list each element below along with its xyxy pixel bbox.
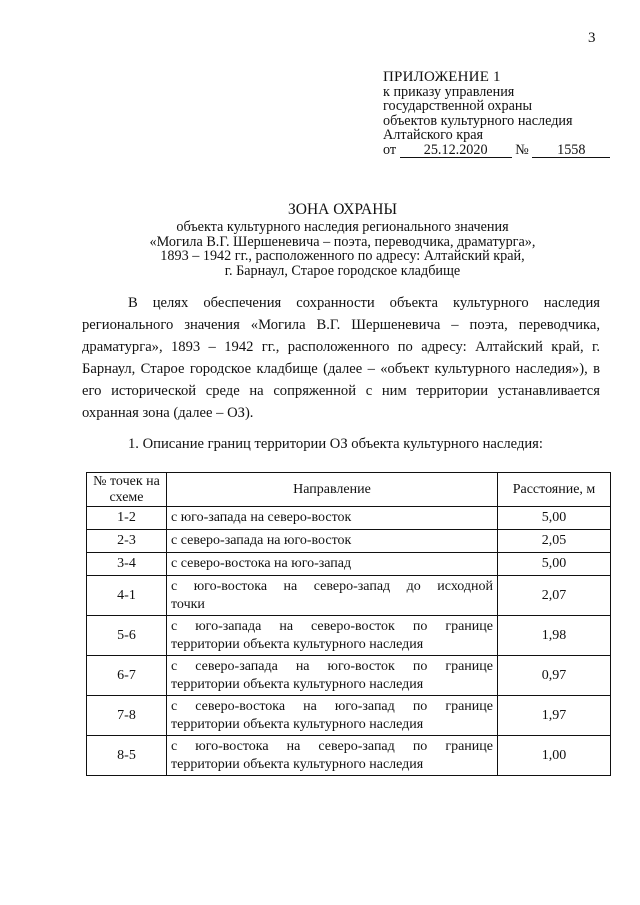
appendix-line: государственной охраны <box>383 98 533 115</box>
row-distance: 5,00 <box>498 553 611 576</box>
header-points: № точек на схеме <box>87 473 167 507</box>
row-distance: 1,97 <box>498 696 611 736</box>
row-distance: 2,07 <box>498 576 611 616</box>
appendix-order-line <box>383 143 623 158</box>
zone-line: объекта культурного наследия регионального значения <box>176 218 509 235</box>
table-row <box>87 736 611 776</box>
table-row <box>87 616 611 656</box>
order-number: 1558 <box>532 144 610 158</box>
direction-line: территории объекта культурного наследия <box>171 716 424 732</box>
page-number: 3 <box>588 30 596 46</box>
row-direction <box>167 576 498 616</box>
row-direction <box>167 736 498 776</box>
table-row <box>87 696 611 736</box>
appendix-line: к приказу управления <box>383 83 515 100</box>
intro-paragraph: В целях обеспечения сохранности объекта культурного наследия регионального значения «Могила В.Г. Шершеневича – поэта, переводчика, драматурга», 1893 – 1942 гг., расположенного по адресу: Алтайский край, г. Барнаул, Старое городское кладбище (далее – «объект культурного наследия»), в его исторической среде на сопряженной с ним территории устанавливается охранная зона (далее – ОЗ). <box>82 295 600 421</box>
zone-heading <box>80 203 605 279</box>
direction-line: с юго-запада на северо-восток по границе <box>171 618 493 634</box>
header-distance: Расстояние, м <box>498 473 611 507</box>
row-points: 3-4 <box>87 553 167 576</box>
row-direction <box>167 696 498 736</box>
direction-line: территории объекта культурного наследия <box>171 676 424 692</box>
row-distance: 0,97 <box>498 656 611 696</box>
number-label: № <box>515 141 529 158</box>
appendix-title: ПРИЛОЖЕНИЕ 1 <box>383 69 501 85</box>
direction-line: точки <box>171 596 205 612</box>
row-direction <box>167 616 498 656</box>
table-row <box>87 576 611 616</box>
row-points: 2-3 <box>87 530 167 553</box>
row-direction: с юго-запада на северо-восток <box>167 507 498 530</box>
row-distance: 5,00 <box>498 507 611 530</box>
table-row <box>87 553 611 576</box>
row-direction: с северо-запада на юго-восток <box>167 530 498 553</box>
row-points: 6-7 <box>87 656 167 696</box>
row-points: 4-1 <box>87 576 167 616</box>
zone-line: г. Барнаул, Старое городское кладбище <box>224 263 461 280</box>
row-points: 1-2 <box>87 507 167 530</box>
zone-line: 1893 – 1942 гг., расположенного по адресу: Алтайский край, <box>160 248 525 265</box>
table-row <box>87 507 611 530</box>
direction-line: территории объекта культурного наследия <box>171 756 424 772</box>
zone-title: ЗОНА ОХРАНЫ <box>288 201 397 218</box>
zone-line: «Могила В.Г. Шершеневича – поэта, переводчика, драматурга», <box>149 233 536 250</box>
row-points: 7-8 <box>87 696 167 736</box>
direction-line: с юго-востока на северо-запад до исходной <box>171 578 493 594</box>
direction-line: с северо-запада на юго-восток по границе <box>171 658 493 674</box>
order-date: 25.12.2020 <box>400 144 512 158</box>
table-row <box>87 656 611 696</box>
appendix-block <box>383 70 623 158</box>
table-header-row <box>87 473 611 507</box>
row-distance: 1,00 <box>498 736 611 776</box>
section-title: 1. Описание границ территории ОЗ объекта культурного наследия: <box>128 436 543 452</box>
appendix-line: объектов культурного наследия <box>383 112 573 129</box>
row-distance: 1,98 <box>498 616 611 656</box>
row-points: 5-6 <box>87 616 167 656</box>
header-direction: Направление <box>167 473 498 507</box>
boundary-table <box>86 472 611 776</box>
row-distance: 2,05 <box>498 530 611 553</box>
table-row <box>87 530 611 553</box>
from-label: от <box>383 141 397 158</box>
row-direction: с северо-востока на юго-запад <box>167 553 498 576</box>
row-direction <box>167 656 498 696</box>
direction-line: с северо-востока на юго-запад по границе <box>171 698 493 714</box>
appendix-line: Алтайского края <box>383 127 484 144</box>
direction-line: территории объекта культурного наследия <box>171 636 424 652</box>
direction-line: с юго-востока на северо-запад по границе <box>171 738 493 754</box>
row-points: 8-5 <box>87 736 167 776</box>
